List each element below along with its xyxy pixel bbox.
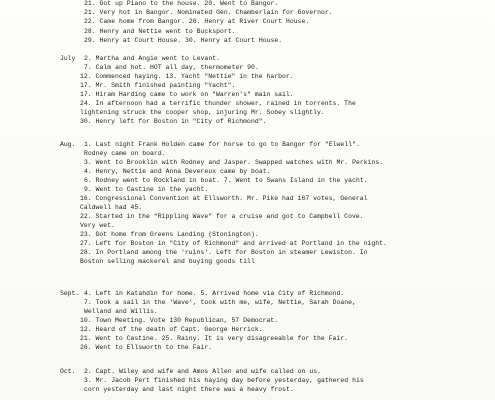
diary-line: 10. Town Meeting. Vote 130 Republican, 57 Democrat. <box>80 317 279 324</box>
diary-line: 24. In afternoon had a terrific thunder shower, rained in torrents. The <box>80 100 356 107</box>
month-label-september: Sept. <box>60 290 80 297</box>
diary-line: corn yesterday and last night there was a heavy frost. <box>84 386 294 393</box>
diary-line: 9. Went to Castine in the yacht. <box>84 186 209 193</box>
diary-line: 29. Henry at Court House. 30. Henry at Court House. <box>84 37 283 44</box>
diary-line: 22. Came home from Bangor. 26. Henry at River Court House. <box>84 18 310 25</box>
diary-line: 21. Got up Piano to the house. 20. Went to Bangor. <box>84 0 279 7</box>
diary-line: Caldwell had 45. <box>80 204 143 211</box>
diary-line: 7. Calm and hot. HOT all day, thermometer 90. <box>84 64 259 71</box>
diary-line: 6. Rodney went to Rockland in boat. 7. Went to Swans Island in the yacht. <box>84 177 368 184</box>
diary-line: Very wet. <box>80 222 115 229</box>
diary-line: 17. Hiram Harding came to work on "Warren's" main sail. <box>80 91 294 98</box>
diary-line: 4. Henry, Nettie and Anna Devereux came by boat. <box>84 168 271 175</box>
diary-line: 1. Last night Frank Holden came for horse to go to Bangor for "Elwell". <box>84 141 360 148</box>
diary-line: 26. Went to Ellsworth to the Fair. <box>80 344 213 351</box>
diary-line: 4. Left in Katahdin for home. 5. Arrived home via City of Richmond. <box>84 290 345 297</box>
diary-line: 16. Congressional Convention at Ellsworth. Mr. Pike had 167 votes, General <box>80 195 368 202</box>
diary-line: 22. Started in the "Rippling Wave" for a cruise and got to Campbell Cove. <box>80 213 364 220</box>
diary-line: Rodney came on board. <box>84 150 166 157</box>
diary-line: 2. Capt. Wiley and wife and Amos Allen and wife called on us. <box>84 368 321 375</box>
month-label-july: July <box>60 55 76 62</box>
diary-line: lightening struck the cooper shop, injuring Mr. Sobey slightly. <box>80 109 325 116</box>
diary-line: 12. Heard of the death of Capt. George Herrick. <box>80 326 263 333</box>
diary-line: 21. Very hot in Bangor. Nominated Gen. Chamberlain for Governor. <box>84 9 333 16</box>
diary-line: 21. Went to Castine. 25. Rainy. It is very disagreeable for the Fair. <box>80 335 349 342</box>
diary-line: Welland and Willis. <box>84 308 158 315</box>
diary-line: 23. Got home from Greens Landing (Stonington). <box>80 231 259 238</box>
diary-line: 28. Henry and Nettie went to Bucksport. <box>84 28 236 35</box>
month-label-october: Oct. <box>60 368 76 375</box>
diary-line: 27. Left for Boston in "City of Richmond" and arrived at Portland in the night. <box>80 240 387 247</box>
diary-line: 3. Went to Brooklin with Rodney and Jasper. Swapped watches with Mr. Perkins. <box>84 159 384 166</box>
month-label-august: Aug. <box>60 141 76 148</box>
diary-line: Boston selling mackerel and buying goods till <box>80 258 255 265</box>
diary-line: 7. Took a sail in the 'Wave', took with me, wife, Nettie, Sarah Doane, <box>84 299 356 306</box>
diary-line: 28. In Portland among the 'ruins'. Left for Boston in steamer Lewiston. In <box>80 249 368 256</box>
diary-line: 12. Commenced haying. 13. Yacht "Nettie" in the harbor. <box>80 73 294 80</box>
diary-line: 3. Mr. Jacob Pert finished his haying day before yesterday, gathered his <box>84 377 364 384</box>
diary-line: 2. Martha and Angie went to Levant. <box>84 55 220 62</box>
diary-line: 17. Mr. Smith finished painting "Yacht". <box>80 82 236 89</box>
diary-line: 30. Henry left for Boston in "City of Richmond". <box>80 118 267 125</box>
